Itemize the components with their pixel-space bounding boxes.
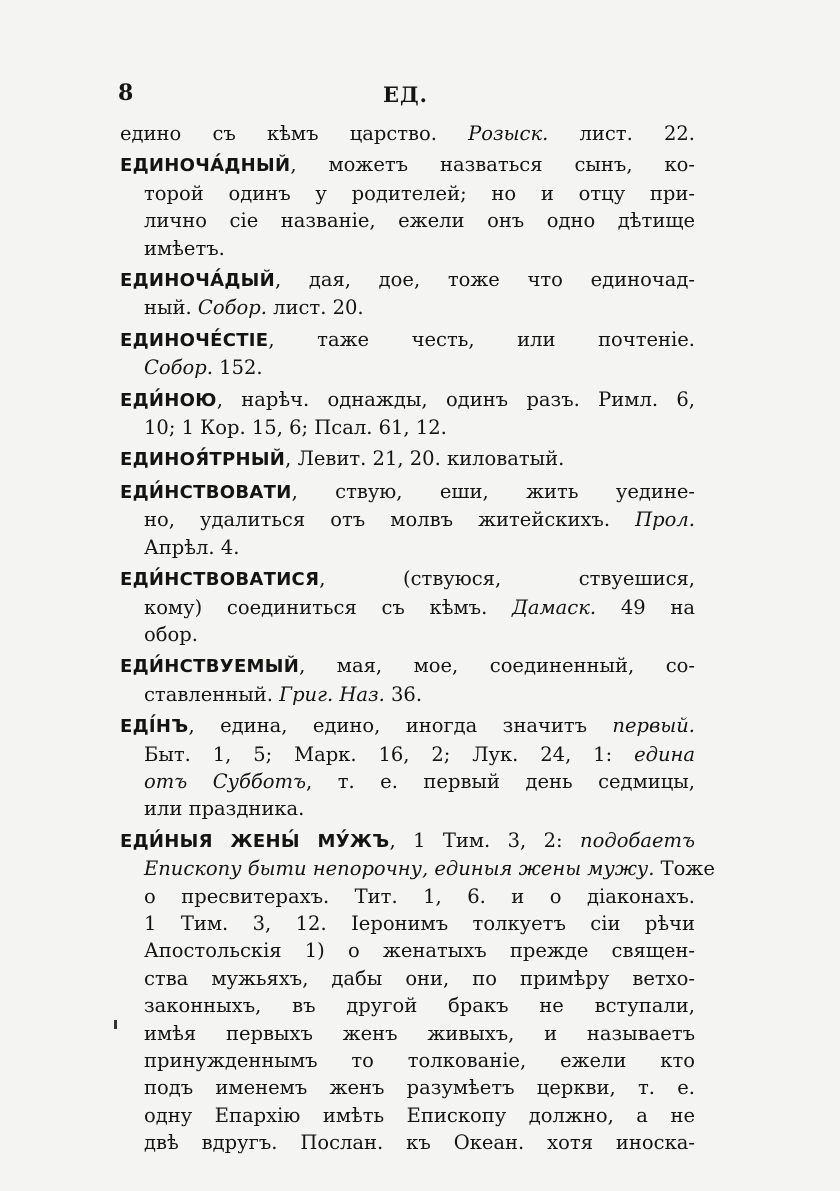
entry-text: 1 Тим. 3, 12. Іеронимъ толкуетъ сіи рѣчи [144,911,695,935]
entry-text: имѣя первыхъ женъ живыхъ, и называетъ [144,1021,695,1045]
entry-line [120,386,695,414]
entry-text: Апрѣл. 4. [144,535,240,559]
entry-text: , тажe честь, или почтеніе. [268,327,695,351]
italic-reference: подобаетъ [580,828,695,852]
entry-line [120,180,695,207]
dictionary-entry [120,827,715,1157]
entry-line [120,712,695,740]
entry-text: 10; 1 Кор. 15, 6; Псал. 61, 12. [144,416,447,440]
italic-reference: Розыск. [468,122,549,145]
entry-text: , едина, едино, иногда значитъ [188,714,613,738]
entry-text: о пресвитерахъ. Тит. 1, 6. и о діаконахъ. [144,884,695,908]
entry-line [120,354,695,381]
headword: ЕДИ́НСТВОВАТИСЯ [120,569,320,591]
entry-line [120,266,695,294]
ink-speck [114,1020,117,1029]
entry-line [120,534,695,561]
entry-text: , Левит. 21, 20. киловатый. [285,447,565,471]
dictionary-entry [120,445,695,473]
italic-reference: первый. [612,714,695,738]
entry-text: , мая, мое, соединенный, со- [299,654,695,678]
dictionary-entry [120,326,695,382]
entry-line [120,207,695,234]
entry-text: Апостольскія 1) о женатыхъ прежде священ- [144,939,695,963]
entry-line [120,855,715,882]
entry-text: но, удалиться отъ молвъ житейскихъ. [144,508,636,532]
entry-text: или праздника. [144,797,305,821]
headword: ЕДИНОЧЕ́СТІЕ [120,329,269,351]
entry-line [120,1020,695,1047]
entry-text: ный. [144,296,198,320]
entry-text: , т. е. первый день седмицы, [306,769,695,793]
headword: ЕДИНОЧА́ДЫЙ [120,270,275,292]
entry-text: одну Епархію имѣть Епископу должно, а не [144,1103,695,1127]
entry-line [120,621,695,648]
entry-text: торой одинъ у родителей; но и отцу при- [144,181,695,205]
dictionary-entry [120,712,695,823]
entry-line [120,151,695,179]
dictionary-entries [120,120,715,1161]
headword: ЕДИНОЧА́ДНЫЙ [120,155,291,177]
entry-text: , дая, дое, тоже что единочад- [274,268,695,292]
entry-line [120,910,695,937]
dictionary-entry [120,120,695,147]
italic-reference: отъ Субботъ [144,769,306,793]
headword: ЕДИ́НОЮ [120,389,217,411]
entry-line [120,768,695,795]
entry-line [120,1102,695,1129]
dictionary-entry [120,565,695,648]
headword: ЕДИ́НСТВОВАТИ [120,481,292,503]
entry-text: 36. [384,682,423,706]
dictionary-entry [120,386,695,442]
page-number: 8 [118,80,134,106]
entry-line [120,795,695,822]
entry-line [120,565,695,593]
entry-line [120,937,695,964]
italic-reference: едина [634,742,695,766]
entry-text: , можетъ назваться сынъ, ко- [290,153,695,177]
headword: ЕДИ́НСТВУЕМЫЙ [120,656,300,678]
entry-text: Тоже [654,857,715,881]
page-header [118,80,693,120]
entry-line [120,326,695,354]
entry-text: , 1 Тим. 3, 2: [389,828,581,852]
entry-line [120,741,695,768]
italic-reference: Прол. [635,508,695,532]
entry-line [120,1129,695,1156]
entry-line [120,478,695,506]
entry-line [120,445,695,473]
entry-text: 49 на [596,595,695,619]
entry-line [120,652,695,680]
entry-text: лист. 20. [266,296,364,320]
entry-line [120,827,695,855]
running-head: ЕД. [383,82,428,107]
entry-text: принужденнымъ то толкованіе, ежели кто [144,1049,695,1072]
entry-text: двѣ вдругъ. Послан. къ Океан. хотя иноска- [144,1131,695,1155]
entry-text: едино съ кѣмъ царство. [120,122,469,145]
entry-line [120,1047,695,1074]
entry-text: законныхъ, въ другой бракъ не вступали, [144,994,695,1018]
entry-text: лист. 22. [548,122,695,145]
headword: ЕДИНОЯ́ТРНЫЙ [120,449,286,471]
entry-text: кому) соединиться съ кѣмъ. [144,595,513,619]
entry-text: подъ именемъ женъ разумѣетъ церкви, т. е. [144,1076,695,1100]
entry-line [120,681,695,708]
entry-text: ставленный. [144,682,280,706]
entry-text: , ствую, еши, жить уедине- [291,479,695,503]
entry-line [120,414,695,441]
dictionary-entry [120,478,695,561]
entry-line [120,294,695,321]
italic-reference: Собор. [197,296,267,320]
entry-text: имѣетъ. [144,236,225,260]
entry-text: , нарѣч. однажды, одинъ разъ. Римл. 6, [216,387,695,411]
italic-reference: Епископу быти непорочну, единыя жены мужу. [144,857,655,881]
entry-line [120,992,695,1019]
entry-text: Быт. 1, 5; Марк. 16, 2; Лук. 24, 1: [144,742,635,766]
entry-line [120,594,695,621]
italic-reference: Григ. Наз. [279,682,385,706]
entry-line [120,120,695,147]
dictionary-entry [120,266,695,322]
entry-line [120,883,695,910]
entry-text: , (ствуюся, ствуешися, [319,567,695,591]
entry-line [120,235,695,262]
dictionary-entry [120,652,695,708]
entry-text: ства мужьяхъ, дабы они, по примѣру ветхо- [144,966,695,990]
italic-reference: Собор. [144,356,213,380]
entry-text: 152. [212,356,263,380]
dictionary-entry [120,151,695,262]
headword: ЕДИ́НЫЯ ЖЕНЫ́ МУ́ЖЪ [120,830,390,852]
entry-line [120,1074,695,1101]
entry-line [120,506,695,533]
entry-line [120,965,695,992]
entry-text: лично сіе названіе, ежели онъ одно дѣтище [144,209,695,233]
headword: ЕДІ́НЪ [120,716,189,738]
entry-text: обор. [144,622,198,646]
italic-reference: Дамаск. [512,595,597,619]
